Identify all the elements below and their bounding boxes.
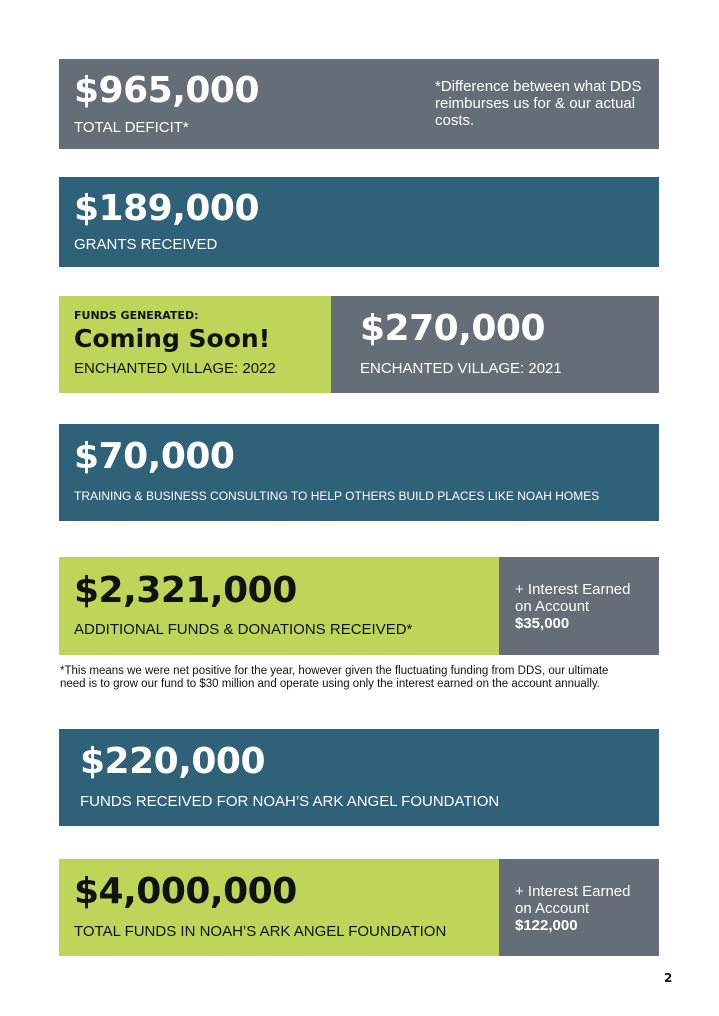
angel-total-amount: $4,000,000 xyxy=(74,871,297,912)
net-positive-footnote: *This means we were net positive for the year, however given the fluctuating funding from DDS, our ultimate need is to grow our fund to $30 million and operate using only the interest earned on the account annually. xyxy=(60,665,609,690)
total-deficit-label: TOTAL DEFICIT* xyxy=(74,119,189,136)
angel-interest-amount: $122,000 xyxy=(515,917,578,934)
additional-interest-panel xyxy=(499,557,659,655)
grants-label: GRANTS RECEIVED xyxy=(74,236,218,253)
angel-total-label: TOTAL FUNDS IN NOAH’S ARK ANGEL FOUNDATION xyxy=(74,923,447,940)
enchanted-2022-label: ENCHANTED VILLAGE: 2022 xyxy=(74,360,276,377)
angel-received-label: FUNDS RECEIVED FOR NOAH’S ARK ANGEL FOUNDATION xyxy=(80,793,500,810)
additional-funds-panel xyxy=(59,557,499,655)
page-number: 2 xyxy=(664,971,673,985)
angel-interest-panel xyxy=(499,859,659,956)
funds-generated-kicker: FUNDS GENERATED: xyxy=(74,309,199,322)
angel-received-amount: $220,000 xyxy=(80,741,266,782)
angel-received-panel xyxy=(59,729,659,826)
grants-amount: $189,000 xyxy=(74,188,260,229)
total-deficit-amount: $965,000 xyxy=(74,70,260,111)
angel-interest-label: + Interest Earned on Account xyxy=(515,883,631,917)
deficit-note: *Difference between what DDS reimburses us for & our actual costs. xyxy=(435,78,642,129)
additional-interest-note xyxy=(515,581,647,632)
angel-interest-note xyxy=(515,883,647,934)
additional-funds-label: ADDITIONAL FUNDS & DONATIONS RECEIVED* xyxy=(74,621,413,638)
enchanted-2021-label: ENCHANTED VILLAGE: 2021 xyxy=(360,360,562,377)
additional-interest-label: + Interest Earned on Account xyxy=(515,581,631,615)
training-panel xyxy=(59,424,659,521)
training-amount: $70,000 xyxy=(74,436,235,477)
enchanted-2021-amount: $270,000 xyxy=(360,308,546,349)
enchanted-2022-panel xyxy=(59,296,331,393)
grants-panel xyxy=(59,177,659,267)
training-label: TRAINING & BUSINESS CONSULTING TO HELP OTHERS BUILD PLACES LIKE NOAH HOMES xyxy=(74,489,600,503)
coming-soon-heading: Coming Soon! xyxy=(74,324,271,353)
angel-total-panel xyxy=(59,859,499,956)
enchanted-2021-panel xyxy=(331,296,659,393)
additional-interest-amount: $35,000 xyxy=(515,615,570,632)
additional-funds-amount: $2,321,000 xyxy=(74,570,297,611)
total-deficit-panel xyxy=(59,59,659,149)
